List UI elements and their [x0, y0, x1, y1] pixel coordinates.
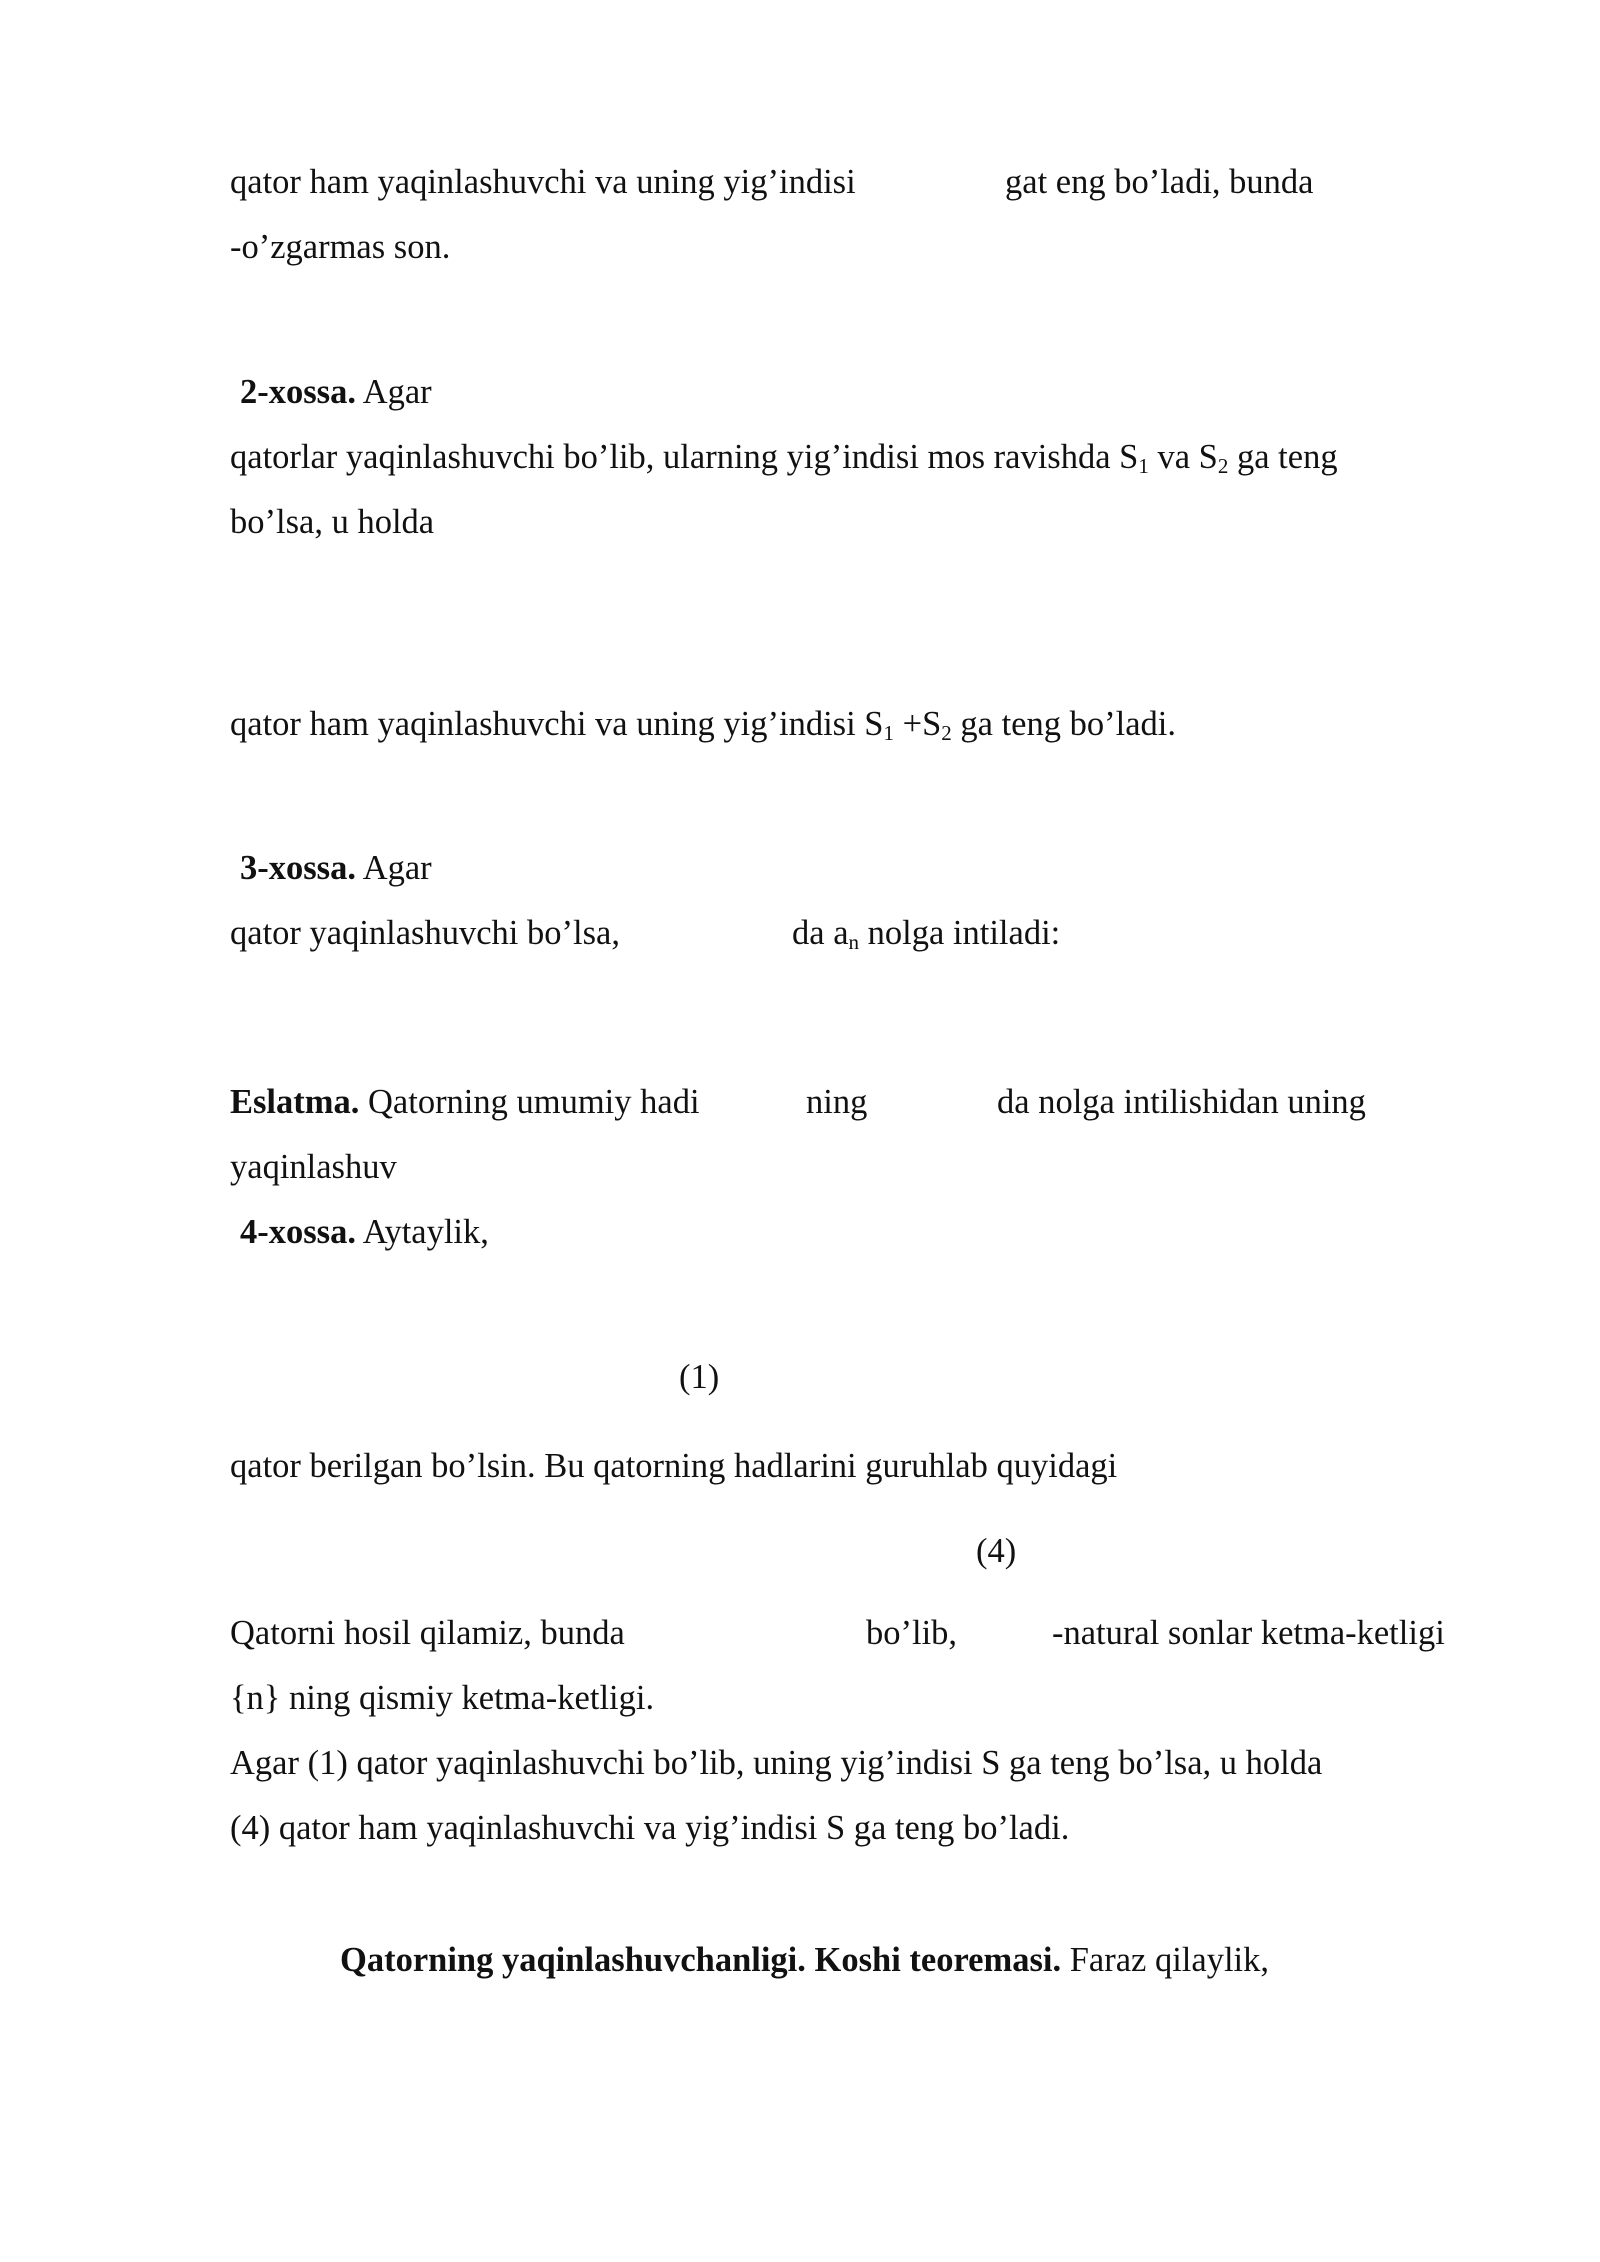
text-fragment: qatorlar yaqinlashuvchi bo’lib, ularning yig’indisi mos ravishda S — [230, 438, 1139, 476]
text-fragment: yaqinlashuv — [230, 1148, 397, 1186]
paragraph-line — [1005, 160, 1314, 204]
equation-number — [976, 1529, 1016, 1573]
property-label: 3-xossa. — [240, 849, 356, 887]
heading-bold: Qatorning yaqinlashuvchanligi. Koshi teoremasi. — [340, 1941, 1062, 1979]
property-label: 2-xossa. — [240, 373, 356, 411]
paragraph-line — [230, 1145, 397, 1189]
paragraph-line — [230, 225, 450, 269]
text-fragment: nolga intiladi: — [859, 914, 1061, 952]
text-fragment: qator ham yaqinlashuvchi va uning yig’indisi — [230, 163, 856, 201]
text-fragment: gat eng bo’ladi, bunda — [1005, 163, 1314, 201]
text-fragment: va S — [1148, 438, 1218, 476]
text-fragment: ga teng — [1228, 438, 1338, 476]
remark-line — [230, 1080, 700, 1124]
paragraph-line — [230, 1611, 625, 1655]
text-fragment: Agar — [355, 849, 432, 887]
paragraph-line — [230, 1676, 654, 1720]
text-fragment: bo’lib, — [866, 1614, 958, 1652]
text-fragment: -natural sonlar ketma-ketligi — [1052, 1614, 1445, 1652]
paragraph-line — [792, 911, 1060, 955]
paragraph-line — [806, 1080, 867, 1124]
property-label: 4-xossa. — [240, 1213, 356, 1251]
text-fragment: (4) — [976, 1532, 1017, 1570]
section-heading — [340, 1938, 1269, 1982]
property-heading — [240, 370, 432, 414]
text-fragment: Aytaylik, — [355, 1213, 489, 1251]
text-fragment: qator berilgan bo’lsin. Bu qatorning hadlarini guruhlab quyidagi — [230, 1447, 1118, 1485]
subscript: 1 — [1138, 454, 1149, 478]
text-fragment: (4) qator ham yaqinlashuvchi va yig’indisi S ga teng bo’ladi. — [230, 1809, 1070, 1847]
text-fragment: {n} ning qismiy ketma-ketligi. — [230, 1679, 655, 1717]
text-fragment: qator yaqinlashuvchi bo’lsa, — [230, 914, 620, 952]
text-fragment: Agar (1) qator yaqinlashuvchi bo’lib, uning yig’indisi S ga teng bo’lsa, u holda — [230, 1744, 1323, 1782]
remark-label: Eslatma. — [230, 1083, 360, 1121]
equation-number — [679, 1355, 719, 1399]
paragraph-line — [230, 500, 434, 544]
text-fragment: ning — [806, 1083, 868, 1121]
paragraph-line — [997, 1080, 1366, 1124]
paragraph-line — [230, 911, 620, 955]
text-fragment: qator ham yaqinlashuvchi va uning yig’indisi S — [230, 705, 884, 743]
text-fragment: Qatorni hosil qilamiz, bunda — [230, 1614, 625, 1652]
text-fragment: Faraz qilaylik, — [1061, 1941, 1270, 1979]
text-fragment: bo’lsa, u holda — [230, 503, 435, 541]
text-fragment: da nolga intilishidan uning — [997, 1083, 1366, 1121]
paragraph-line — [230, 1806, 1069, 1850]
property-heading — [240, 846, 432, 890]
paragraph-line — [230, 1444, 1117, 1488]
subscript: 1 — [883, 721, 894, 745]
paragraph-line — [1052, 1611, 1445, 1655]
paragraph-line — [230, 160, 856, 204]
text-fragment: Qatorning umumiy hadi — [359, 1083, 700, 1121]
property-heading — [240, 1210, 489, 1254]
subscript: 2 — [1217, 454, 1229, 478]
subscript: n — [848, 930, 860, 954]
text-fragment: da a — [792, 914, 849, 952]
text-fragment: -o’zgarmas son. — [230, 228, 451, 266]
paragraph-line — [230, 702, 1176, 746]
paragraph-line — [866, 1611, 957, 1655]
text-fragment: (1) — [679, 1358, 720, 1396]
text-fragment: ga teng bo’ladi. — [951, 705, 1176, 743]
text-fragment: +S — [894, 705, 942, 743]
paragraph-line — [230, 1741, 1322, 1785]
subscript: 2 — [941, 721, 952, 745]
text-fragment: Agar — [355, 373, 432, 411]
paragraph-line — [230, 435, 1338, 479]
